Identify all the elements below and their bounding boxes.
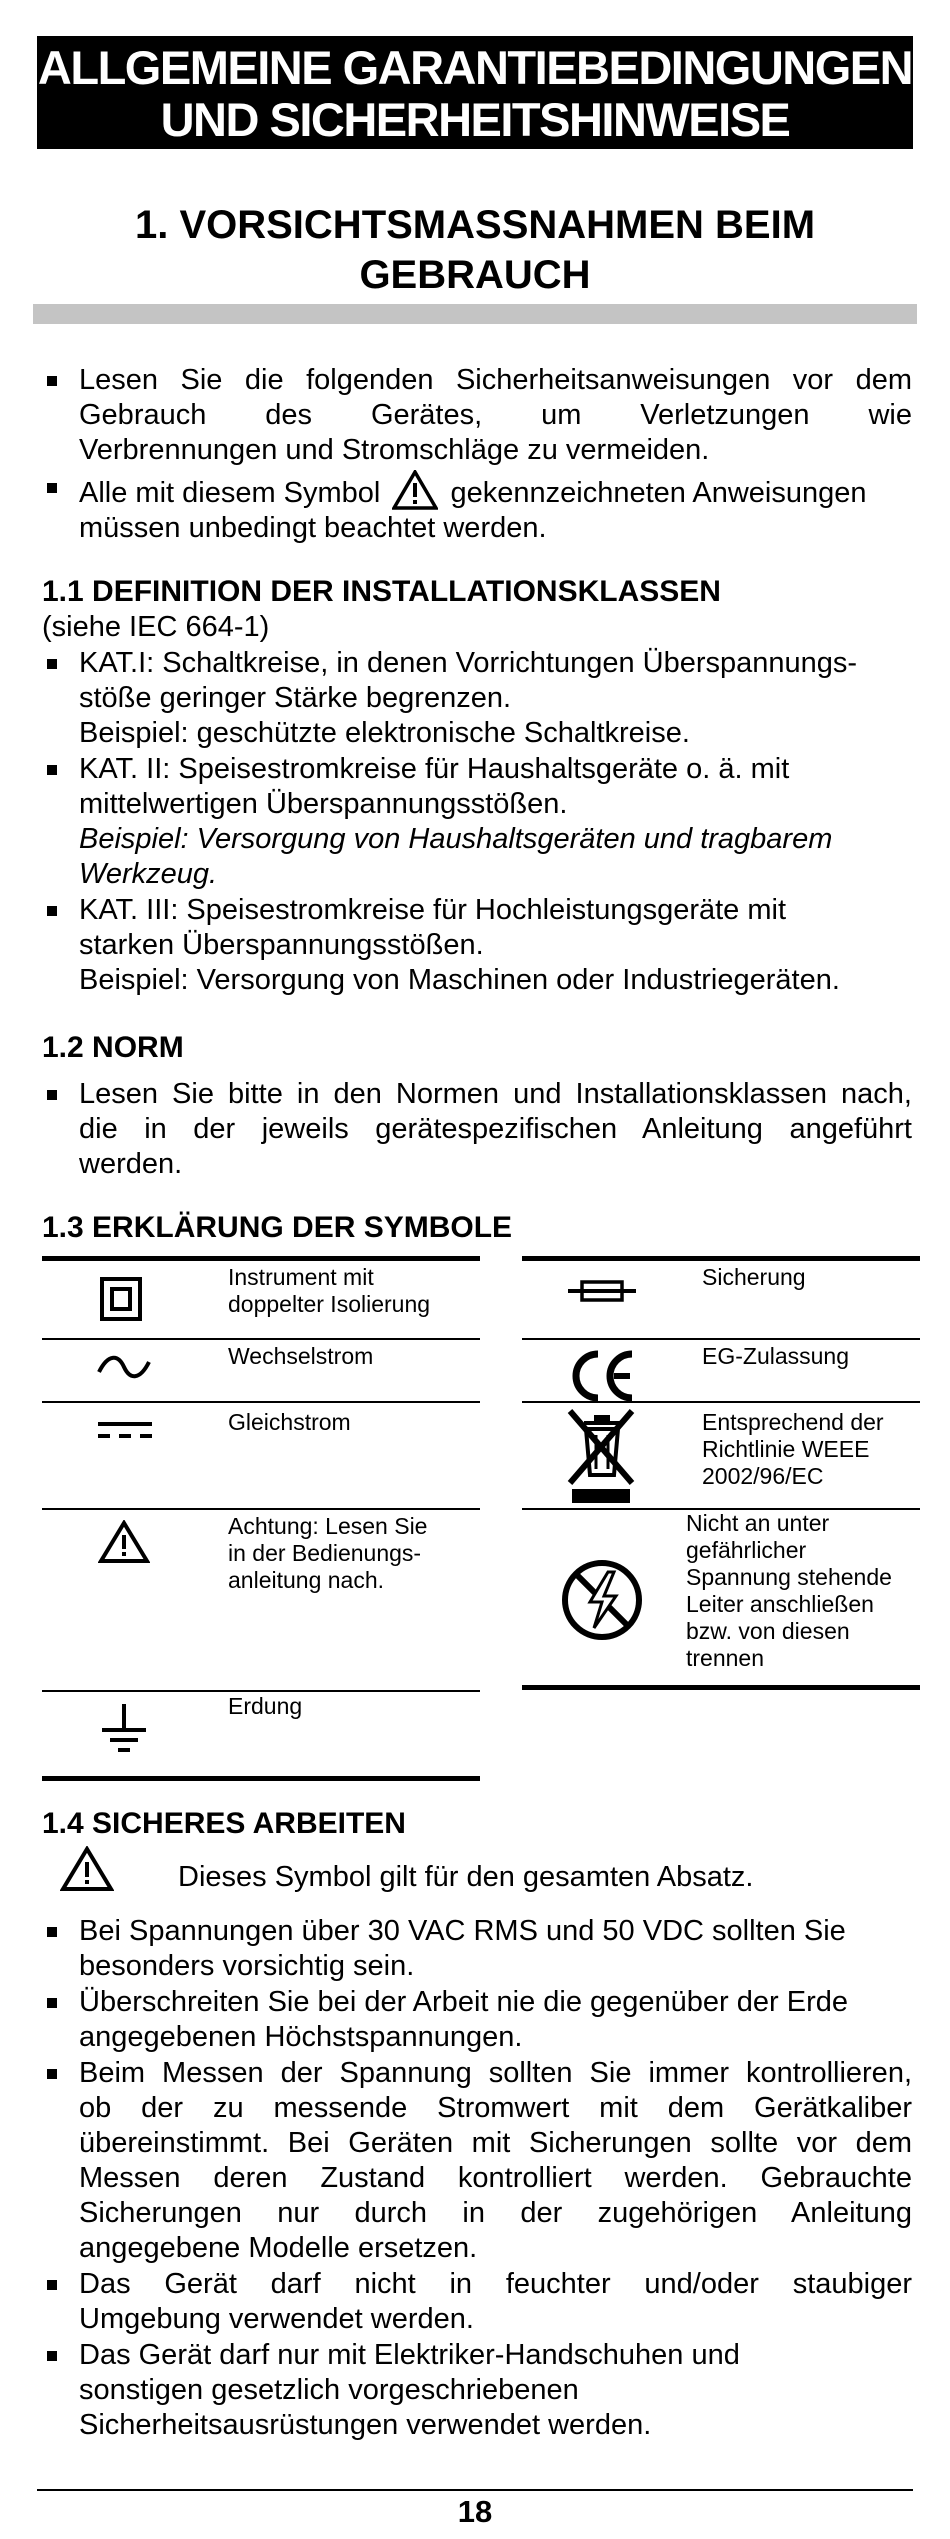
text-line: starken Überspannungsstößen.: [79, 929, 484, 961]
bullet-square-icon: [47, 906, 57, 916]
symbol-label: Achtung: Lesen Sie: [228, 1513, 428, 1539]
text-line: KAT. III: Speisestromkreise für Hochleistungsgeräte mit: [79, 894, 787, 926]
list-item: [42, 1914, 912, 1984]
list-item: [42, 2056, 912, 2266]
table-row: [42, 1510, 480, 1690]
text-line: Gebrauch des Gerätes, um Verletzungen wie: [79, 399, 912, 431]
bullet-square-icon: [47, 2069, 57, 2079]
fuse-icon: [568, 1279, 636, 1303]
section-1-1-heading: 1.1 DEFINITION DER INSTALLATIONSKLASSEN: [42, 575, 721, 608]
text-line: müssen unbedingt beachtet werden.: [79, 512, 547, 544]
table-row: [42, 1340, 480, 1401]
text-line: Überschreiten Sie bei der Arbeit nie die gegenüber der Erde: [79, 1986, 848, 2018]
list-item: [42, 2338, 912, 2443]
bullet-square-icon: [47, 1927, 57, 1937]
section-divider: [33, 304, 917, 324]
no-live-connection-icon: [560, 1558, 644, 1642]
text-line: Werkzeug.: [79, 858, 218, 890]
table-row: [42, 1692, 480, 1776]
symbol-note: Dieses Symbol gilt für den gesamten Absatz.: [178, 1861, 754, 1893]
symbol-label: Entsprechend der: [702, 1409, 884, 1435]
list-item: [42, 2267, 912, 2337]
text-line: Beispiel: geschützte elektronische Schaltkreise.: [79, 717, 690, 749]
ce-mark-icon: [568, 1348, 636, 1404]
symbol-label: bzw. von diesen: [686, 1618, 850, 1644]
symbol-label: trennen: [686, 1645, 765, 1671]
text-line: ob der zu messende Stromwert mit dem Gerätkaliber: [79, 2092, 912, 2124]
symbol-label: gefährlicher: [686, 1537, 807, 1563]
symbol-label: Nicht an unter: [686, 1510, 830, 1536]
footer-rule: [37, 2489, 913, 2491]
text-line: Umgebung verwendet werden.: [79, 2303, 474, 2335]
list-item: [42, 1985, 912, 2055]
list-item: [42, 752, 912, 892]
symbol-label: 2002/96/EC: [702, 1463, 824, 1489]
symbol-label: Leiter anschließen: [686, 1591, 874, 1617]
symbol-label: in der Bedienungs-: [228, 1540, 422, 1566]
text-line: sonstigen gesetzlich vorgeschriebenen: [79, 2374, 579, 2406]
table-row: [522, 1403, 920, 1508]
section-1-2-heading: 1.2 NORM: [42, 1031, 184, 1064]
text-line: Lesen Sie bitte in den Normen und Installationsklassen nach,: [79, 1078, 912, 1110]
warning-triangle-icon: [98, 1520, 150, 1564]
section-1-heading-line-1: 1. VORSICHTSMASSNAHMEN BEIM: [134, 203, 816, 247]
symbol-label: Spannung stehende: [686, 1564, 892, 1590]
text-line: die in der jeweils gerätespezifischen Anleitung angeführt: [79, 1113, 912, 1145]
section-1-4-heading: 1.4 SICHERES ARBEITEN: [42, 1807, 406, 1840]
text-line: übereinstimmt. Bei Geräten mit Sicherungen sollte vor dem: [79, 2127, 912, 2159]
document-title-banner: [37, 36, 913, 149]
bullet-square-icon: [47, 765, 57, 775]
alternating-current-icon: [96, 1352, 152, 1382]
text-line: KAT. II: Speisestromkreise für Haushaltsgeräte o. ä. mit: [79, 753, 790, 785]
text-line: Sicherungen nur durch in der zugehörigen Anleitung: [79, 2197, 912, 2229]
symbol-label: Richtlinie WEEE: [702, 1436, 870, 1462]
section-1-heading-line-2: GEBRAUCH: [359, 253, 591, 297]
symbol-table-right: [522, 1256, 920, 1688]
text-line: angegebenen Höchstspannungen.: [79, 2021, 523, 2053]
direct-current-icon: [96, 1418, 154, 1442]
text-line: werden.: [79, 1148, 183, 1180]
symbol-label: Sicherung: [702, 1264, 806, 1290]
symbol-label: Wechselstrom: [228, 1343, 374, 1369]
text-line: Messen deren Zustand kontrolliert werden. Gebrauchte: [79, 2162, 912, 2194]
text-line: Beispiel: Versorgung von Maschinen oder Industriegeräten.: [79, 964, 840, 996]
list-item: [42, 646, 912, 751]
symbol-label: doppelter Isolierung: [228, 1291, 431, 1317]
list-item: [42, 470, 912, 546]
title-line-2: UND SICHERHEITSHINWEISE: [160, 93, 790, 146]
table-row: [42, 1403, 480, 1508]
double-insulation-icon: [100, 1277, 142, 1321]
bullet-square-icon: [47, 2280, 57, 2290]
symbol-label: EG-Zulassung: [702, 1343, 850, 1369]
symbol-label: Erdung: [228, 1693, 303, 1719]
text-line: Lesen Sie die folgenden Sicherheitsanweisungen vor dem: [79, 364, 912, 396]
section-1-heading: [37, 200, 913, 300]
text-line: Sicherheitsausrüstungen verwendet werden.: [79, 2409, 652, 2441]
bullet-square-icon: [47, 2351, 57, 2361]
text-line: stöße geringer Stärke begrenzen.: [79, 682, 512, 714]
table-rule: [42, 1776, 480, 1781]
text-line: Das Gerät darf nicht in feuchter und/oder staubiger: [79, 2268, 912, 2300]
list-item: [42, 1077, 912, 1182]
bullet-square-icon: [47, 483, 57, 493]
list-item: [42, 893, 912, 998]
page-number: 18: [457, 2494, 493, 2529]
text-fragment: gekennzeichneten Anweisungen: [450, 477, 867, 509]
table-row: [522, 1510, 920, 1685]
text-line: angegebene Modelle ersetzen.: [79, 2232, 478, 2264]
bullet-square-icon: [47, 376, 57, 386]
bullet-square-icon: [47, 1090, 57, 1100]
symbol-label: anleitung nach.: [228, 1567, 385, 1593]
table-row: [522, 1340, 920, 1401]
list-item: [42, 363, 912, 468]
warning-triangle-icon: [392, 470, 438, 510]
bullet-square-icon: [47, 1998, 57, 2008]
text-line: Das Gerät darf nur mit Elektriker-Handschuhen und: [79, 2339, 740, 2371]
text-line: Beim Messen der Spannung sollten Sie immer kontrollieren,: [79, 2057, 912, 2089]
warning-triangle-icon: [60, 1846, 114, 1892]
bullet-square-icon: [47, 659, 57, 669]
weee-bin-icon: [564, 1407, 638, 1505]
table-row: [522, 1261, 920, 1338]
table-rule: [522, 1685, 920, 1690]
text-line: Bei Spannungen über 30 VAC RMS und 50 VDC sollten Sie: [79, 1915, 846, 1947]
table-row: [42, 1261, 480, 1338]
text-line: Verbrennungen und Stromschläge zu vermeiden.: [79, 434, 710, 466]
title-line-1: ALLGEMEINE GARANTIEBEDINGUNGEN: [37, 41, 913, 94]
text-line: KAT.I: Schaltkreise, in denen Vorrichtungen Überspannungs-: [79, 647, 858, 679]
section-1-3-heading: 1.3 ERKLÄRUNG DER SYMBOLE: [42, 1211, 513, 1244]
earth-ground-icon: [98, 1702, 150, 1758]
symbol-label: Instrument mit: [228, 1264, 374, 1290]
section-1-1-subline: (siehe IEC 664-1): [42, 611, 270, 643]
text-line: mittelwertigen Überspannungsstößen.: [79, 788, 568, 820]
text-fragment: Alle mit diesem Symbol: [79, 477, 381, 509]
text-line: Beispiel: Versorgung von Haushaltsgeräten und tragbarem: [79, 823, 833, 855]
symbol-table-left: [42, 1256, 480, 1781]
text-line: besonders vorsichtig sein.: [79, 1950, 415, 1982]
symbol-label: Gleichstrom: [228, 1409, 351, 1435]
